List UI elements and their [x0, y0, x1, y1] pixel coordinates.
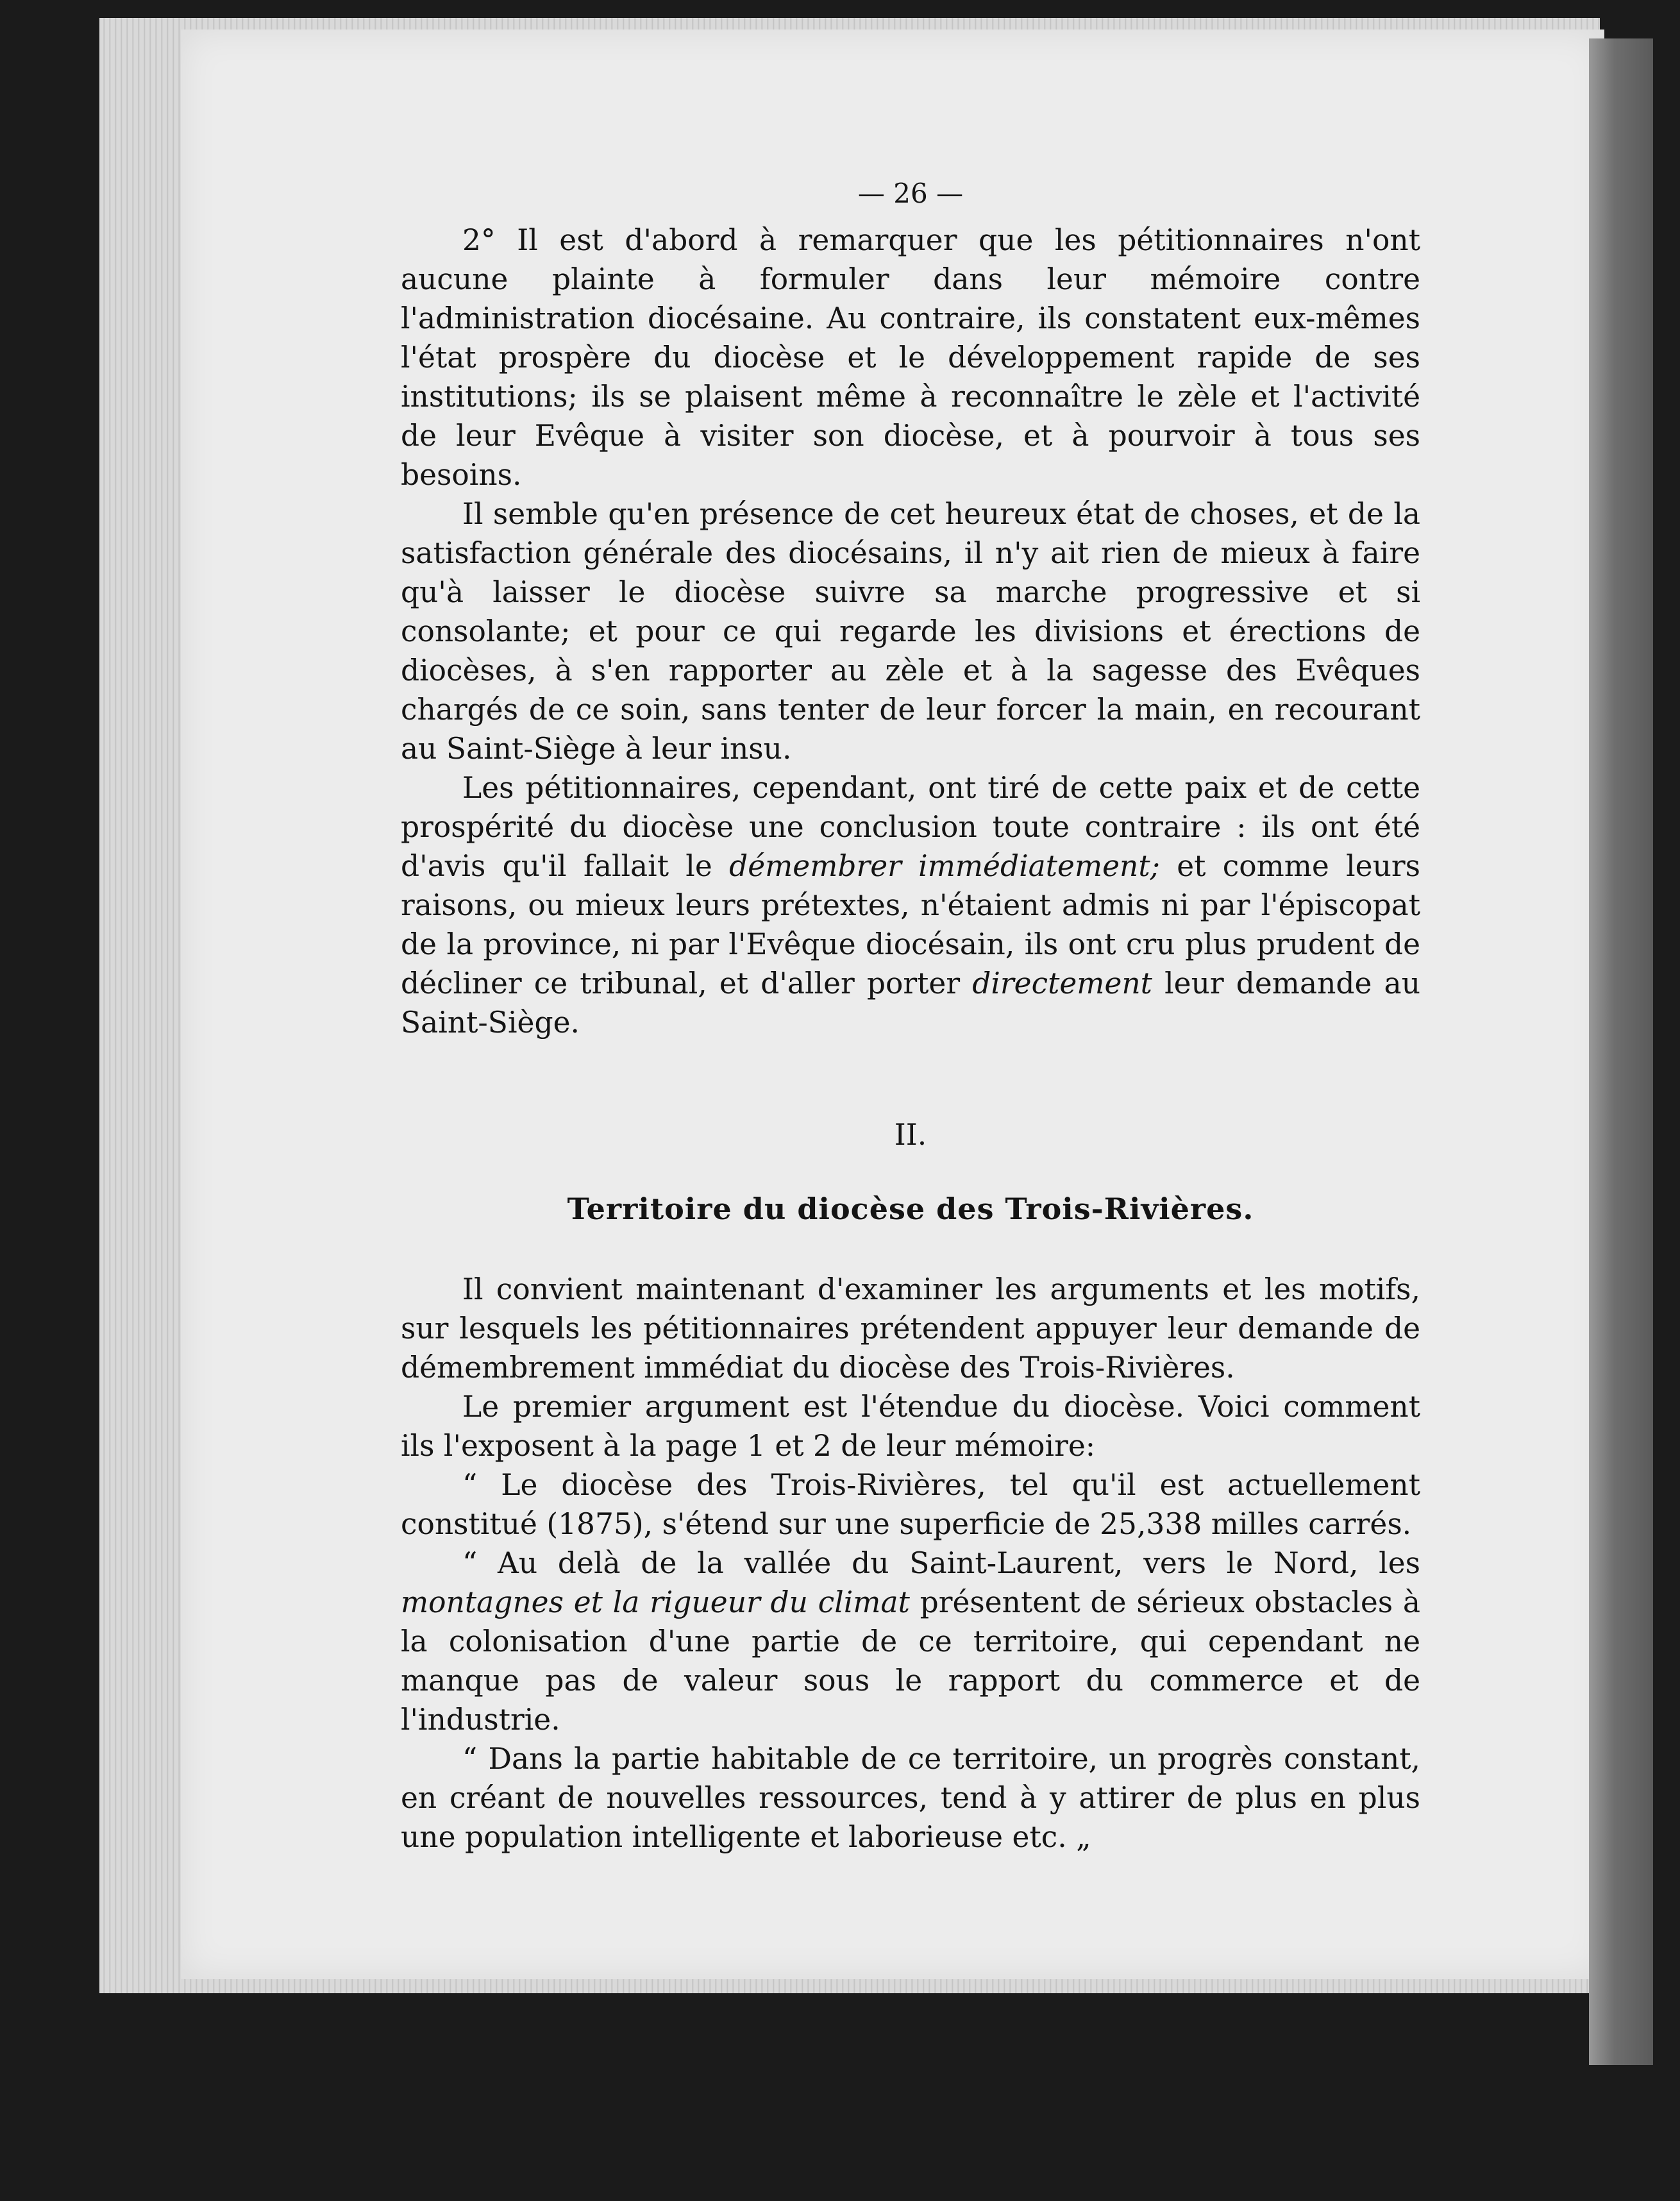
paragraph-3-text-b: et comme leurs raisons, ou mieux leurs prétextes, n'étaient admis ni par l'épiscopat de la province, ni par l'Evêque diocésain, ils ont cru plus prudent de décliner ce tribunal, et d'aller porter	[401, 849, 1421, 1000]
paragraph-3-emphasis-1: démembrer immédiatement;	[729, 849, 1160, 883]
quote-1-text: Le diocèse des Trois-Rivières, tel qu'il est actuellement constitué (1875), s'étend sur une superficie de 25,338 milles carrés.	[401, 1468, 1420, 1541]
paragraph-1: 2° Il est d'abord à remarquer que les pétitionnaires n'ont aucune plainte à formuler dans leur mémoire contre l'administration diocésaine. Au contraire, ils constatent eux-mêmes l'état prospère du diocèse et le développement rapide de ses institutions; ils se plaisent même à reconnaître le zèle et l'activité de leur Evêque à visiter son diocèse, et à pourvoir à tous ses besoins.	[401, 223, 1420, 492]
paragraph-3-text-a: Les pétitionnaires, cependant, ont tiré de cette paix et de cette prospérité du diocèse une conclusion toute contraire : ils ont été d'avis qu'il fallait le	[401, 771, 1420, 883]
paragraph-3-emphasis-2: directement	[972, 966, 1152, 1000]
paragraph-4: Il convient maintenant d'examiner les arguments et les motifs, sur lesquels les pétitionnaires prétendent appuyer leur demande de démembrement immédiat du diocèse des Trois-Rivières.	[401, 1272, 1420, 1385]
page-number: — 26 —	[857, 178, 964, 209]
section-title: Territoire du diocèse des Trois-Rivières.	[567, 1192, 1254, 1226]
quote-2-text-a: Au delà de la vallée du Saint-Laurent, vers le Nord, les	[498, 1546, 1420, 1580]
section-number: II.	[894, 1118, 927, 1152]
quote-1: “ Le diocèse des Trois-Rivières, tel qu'il est actuellement constitué (1875), s'étend sur une superficie de 25,338 milles carrés.	[401, 1468, 1420, 1541]
paragraph-3-text-c: leur demande au Saint-Siège.	[401, 966, 1420, 1040]
paragraph-3	[401, 768, 1420, 1042]
paragraph-5: Le premier argument est l'étendue du diocèse. Voici comment ils l'exposent à la page 1 et 2 de leur mémoire:	[401, 1390, 1420, 1463]
book-spine-shadow	[1589, 38, 1653, 2065]
quote-3-text: Dans la partie habitable de ce territoire, un progrès constant, en créant de nouvelles ressources, tend à y attirer de plus en plus une population intelligente et laborieuse etc. „	[401, 1742, 1420, 1854]
paragraph-2: Il semble qu'en présence de cet heureux état de choses, et de la satisfaction générale des diocésains, il n'y ait rien de mieux à faire qu'à laisser le diocèse suivre sa marche progressive et si consolante; et pour ce qui regarde les divisions et érections de diocèses, à s'en rapporter au zèle et à la sagesse des Evêques chargés de ce soin, sans tenter de leur forcer la main, en recourant au Saint-Siège à leur insu.	[401, 497, 1420, 766]
quote-3: “ Dans la partie habitable de ce territoire, un progrès constant, en créant de nouvelles ressources, tend à y attirer de plus en plus une population intelligente et laborieuse etc. „	[401, 1742, 1420, 1854]
quote-2-emphasis: montagnes et la rigueur du climat	[401, 1585, 910, 1619]
page-text	[401, 173, 1420, 1857]
quote-2: “ Au delà de la vallée du Saint-Laurent, vers le Nord, les montagnes et la rigueur du climat présentent de sérieux obstacles à la colonisation d'une partie de ce territoire, qui cependant ne manque pas de valeur sous le rapport du commerce et de l'industrie.	[401, 1546, 1420, 1737]
quote-2-text-b: présentent de sérieux obstacles à la colonisation d'une partie de ce territoire, qui cependant ne manque pas de valeur sous le rapport du commerce et de l'industrie.	[401, 1585, 1420, 1737]
